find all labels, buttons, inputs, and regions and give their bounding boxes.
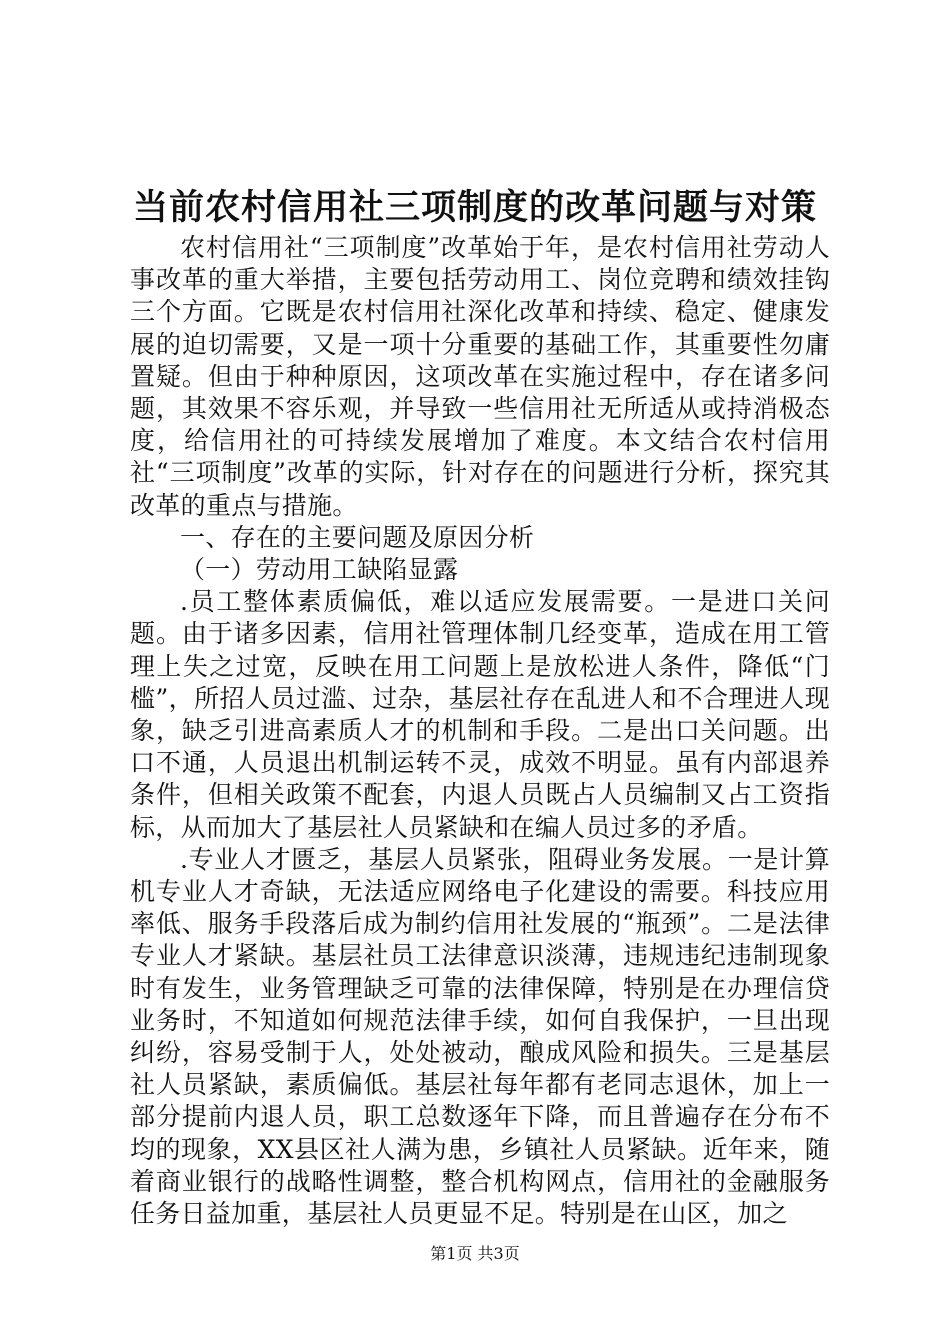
subsection-heading: （一）劳动用工缺陷显露 <box>180 555 459 585</box>
intro-paragraph: 农村信用社“三项制度”改革始于年，是农村信用社劳动人事改革的重大举措，主要包括劳动用工、岗位竞聘和绩效挂钩三个方面。它既是农村信用社深化改革和持续、稳定、健康发展的迫切需要，又是一项十分重要的基础工作，其重要性勿庸置疑。但由于种种原因，这项改革在实施过程中，存在诸多问题，其效果不容乐观，并导致一些信用社无所适从或持消极态度，给信用社的可持续发展增加了难度。本文结合农村信用社“三项制度”改革的实际，针对存在的问题进行分析，探究其改革的重点与措施。 <box>130 233 830 520</box>
body-paragraph: .员工整体素质偏低，难以适应发展需要。一是进口关问题。由于诸多因素，信用社管理体制几经变革，造成在用工管理上失之过宽，反映在用工问题上是放松进人条件，降低“门槛”，所招人员过滥、过杂，基层社存在乱进人和不合理进人现象，缺乏引进高素质人才的机制和手段。二是出口关问题。出口不通，人员退出机制运转不灵，成效不明显。虽有内部退养条件，但相关政策不配套，内退人员既占人员编制又占工资指标，从而加大了基层社人员紧缺和在编人员过多的矛盾。 <box>130 587 830 842</box>
document-body <box>130 232 830 1230</box>
section-heading: 一、存在的主要问题及原因分析 <box>180 522 535 552</box>
body-paragraph: .专业人才匮乏，基层人员紧张，阻碍业务发展。一是计算机专业人才奇缺，无法适应网络电子化建设的需要。科技应用率低、服务手段落后成为制约信用社发展的“瓶颈”。二是法律专业人才紧缺。基层社员工法律意识淡薄，违规违纪违制现象时有发生，业务管理缺乏可靠的法律保障，特别是在办理信贷业务时，不知道如何规范法律手续，如何自我保护，一旦出现纠纷，容易受制于人，处处被动，酿成风险和损失。三是基层社人员紧缺，素质偏低。基层社每年都有老同志退休，加上一部分提前内退人员，职工总数逐年下降，而且普遍存在分布不均的现象，XX县区社人满为患，乡镇社人员紧缺。近年来，随着商业银行的战略性调整，整合机构网点，信用社的金融服务任务日益加重，基层社人员更显不足。特别是在山区，加之 <box>130 844 830 1229</box>
document-title: 当前农村信用社三项制度的改革问题与对策 <box>132 187 817 228</box>
page-number-footer: 第1页 共3页 <box>430 1244 520 1263</box>
